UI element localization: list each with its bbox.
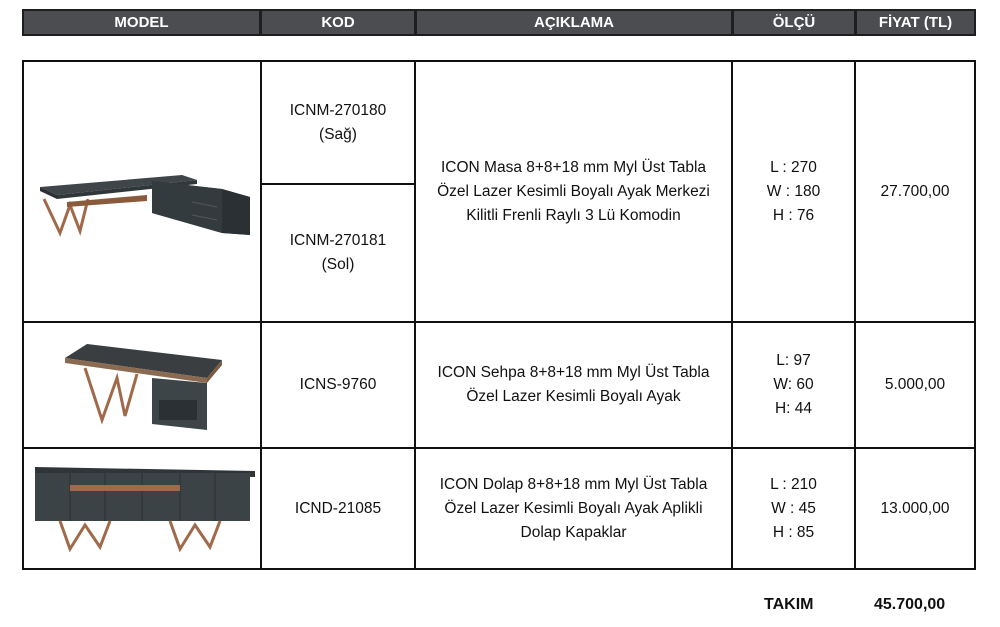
product-variant: (Sol) [321, 256, 355, 273]
product-table [22, 60, 976, 570]
table-header [22, 9, 976, 36]
desk-image [32, 147, 252, 237]
price-cell: 13.000,00 [880, 499, 950, 517]
dimension-height: H : 76 [772, 206, 815, 224]
description-line: ICON Sehpa 8+8+18 mm Myl Üst Tabla [437, 364, 710, 381]
price-cell: 5.000,00 [884, 376, 946, 393]
cabinet-image [30, 459, 255, 559]
coffee-table-image [57, 338, 227, 433]
dimensions-cell [733, 449, 854, 568]
dimensions-cell [733, 62, 854, 321]
price-cell: 27.700,00 [880, 182, 950, 200]
dimension-height: H : 85 [772, 523, 815, 541]
description-cell [416, 323, 731, 447]
description-line: ICON Dolap 8+8+18 mm Myl Üst Tabla [439, 475, 708, 493]
dimension-length: L: 97 [776, 352, 811, 369]
header-kod: KOD [262, 11, 417, 34]
table-row-cabinet-image [24, 449, 260, 568]
product-code: ICND-21085 [294, 499, 382, 517]
description-line: Kilitli Frenli Raylı 3 Lü Komodin [466, 206, 681, 224]
product-code: ICNM-270181 [289, 232, 387, 249]
header-olcu: ÖLÇÜ [734, 11, 857, 34]
product-code: ICNM-270180 [289, 101, 387, 119]
dimension-length: L : 210 [770, 475, 817, 493]
description-line: ICON Masa 8+8+18 mm Myl Üst Tabla [440, 158, 707, 176]
header-fiyat: FİYAT (TL) [857, 11, 974, 34]
description-cell [416, 62, 731, 321]
dimension-width: W: 60 [773, 376, 814, 393]
total-label: TAKIM [764, 596, 814, 613]
dimension-width: W : 45 [771, 499, 816, 517]
dimension-length: L : 270 [770, 158, 817, 176]
description-cell [416, 449, 731, 568]
dimension-height: H: 44 [774, 400, 813, 417]
header-aciklama: AÇIKLAMA [417, 11, 734, 34]
dimension-width: W : 180 [766, 182, 821, 200]
header-model: MODEL [24, 11, 262, 34]
product-code: ICNS-9760 [299, 376, 377, 393]
description-line: Özel Lazer Kesimli Boyalı Ayak [466, 388, 681, 405]
total-value: 45.700,00 [874, 596, 946, 613]
product-variant: (Sağ) [319, 125, 357, 143]
dimensions-cell [733, 323, 854, 447]
table-row-desk-image [24, 62, 260, 321]
description-line: Dolap Kapaklar [520, 523, 627, 541]
code-cell-desk-right [262, 62, 414, 183]
description-line: Özel Lazer Kesimli Boyalı Ayak Merkezi [437, 182, 710, 200]
description-line: Özel Lazer Kesimli Boyalı Ayak Aplikli [444, 499, 703, 517]
code-cell-desk-left [262, 185, 414, 321]
table-row-coffee-table-image [24, 323, 260, 447]
